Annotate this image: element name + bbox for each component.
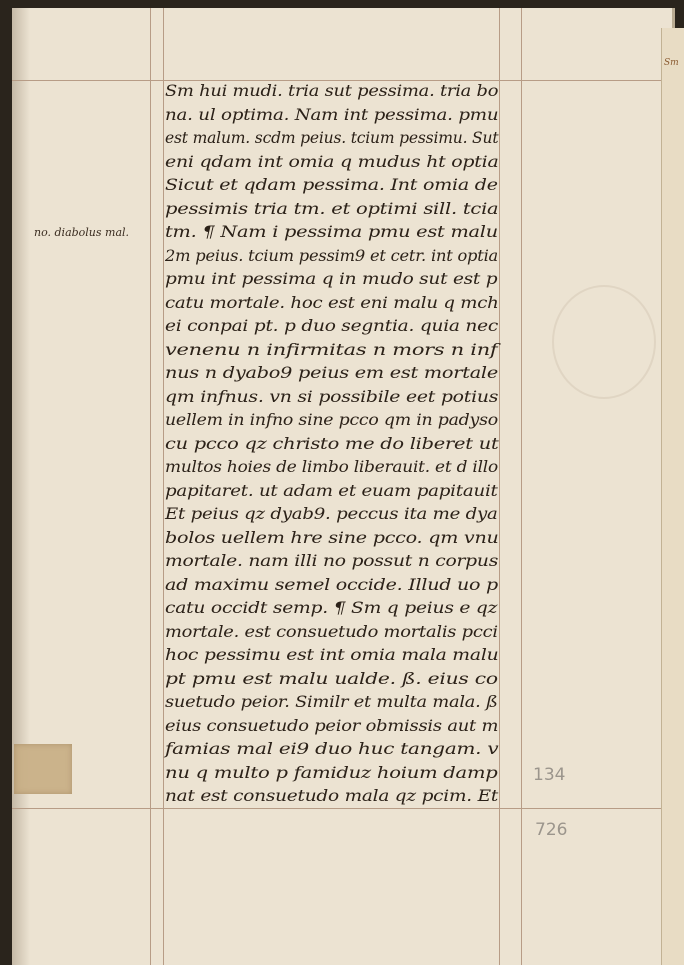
text-line: Sicut et qdam pessima. Int omia de [165,175,498,194]
repair-tape [14,744,72,794]
text-line: est malum. scdm peius. tcium pessimu. Sut [165,128,499,147]
text-line: 2m peius. tcium pessim9 et cetr. int optia [165,245,499,265]
text-line: nu q multo p famiduz hoium damp [165,762,498,782]
ruling-outer-left [150,8,151,965]
text-line: papitaret. ut adam et euam papitauit [165,480,498,500]
text-line: eni qdam int omia q mudus ht optia [165,151,499,171]
text-line: bolos uellem hre sine pcco. qm vnu [165,527,499,547]
gutter-shadow [12,8,30,965]
text-line: suetudo peior. Similr et multa mala. ß [165,692,498,711]
text-line: ad maximu semel occide. Illud uo p [165,574,498,594]
text-line: catu mortale. hoc est eni malu q mch [165,292,499,312]
ruling-text-right [499,8,500,965]
text-line: pmu int pessima q in mudo sut est p [165,269,498,288]
text-line: pt pmu est malu ualde. ß. eius co [165,668,498,688]
next-page-edge [661,28,684,965]
ruling-bottom [12,808,661,809]
ruling-text-left [163,8,164,965]
text-line: na. ul optima. Nam int pessima. pmu [165,104,499,124]
catchword-tab: Sm [664,58,679,68]
text-line: Et peius qz dyab9. peccus ita me dya [165,504,498,523]
text-line: venenu n infirmitas n mors n inf [165,339,498,359]
margin-note: no. diabolus mal. [34,226,130,239]
text-line: uellem in infno sine pcco qm in padyso [165,410,498,429]
text-line: famias mal ei9 duo huc tangam. v [165,739,499,758]
text-line: tm. ¶ Nam i pessima pmu est malu [165,222,498,241]
text-line: catu occidt semp. ¶ Sm q peius e qz [165,598,498,617]
text-line: eius consuetudo peior obmissis aut m [165,715,499,735]
text-line: Sm hui mudi. tria sut pessima. tria bo [165,81,499,100]
text-line: nus n dyabo9 peius em est mortale [165,363,498,382]
pencil-shelf-number: 726 [535,820,568,840]
text-line: mortale. nam illi no possut n corpus [165,551,499,570]
text-column [165,82,498,807]
text-line: ei conpai pt. p duo segntia. quia nec [165,316,499,335]
text-line: cu pcco qz christo me do liberet ut [165,433,499,453]
ruling-outer-right [521,8,522,965]
text-line: mortale. est consuetudo mortalis pcci [165,621,498,641]
text-line: nat est consuetudo mala qz pcim. Et [165,786,499,805]
pencil-folio-number: 134 [533,765,566,785]
text-line: hoc pessimu est int omia mala malu [165,645,499,664]
text-line: pessimis tria tm. et optimi sill. tcia [165,198,499,218]
text-line: qm infnus. vn si possibile eet potius [165,386,499,406]
text-line: multos hoies de limbo liberauit. et d illo [165,457,498,476]
bleed-through-stain [552,285,656,399]
